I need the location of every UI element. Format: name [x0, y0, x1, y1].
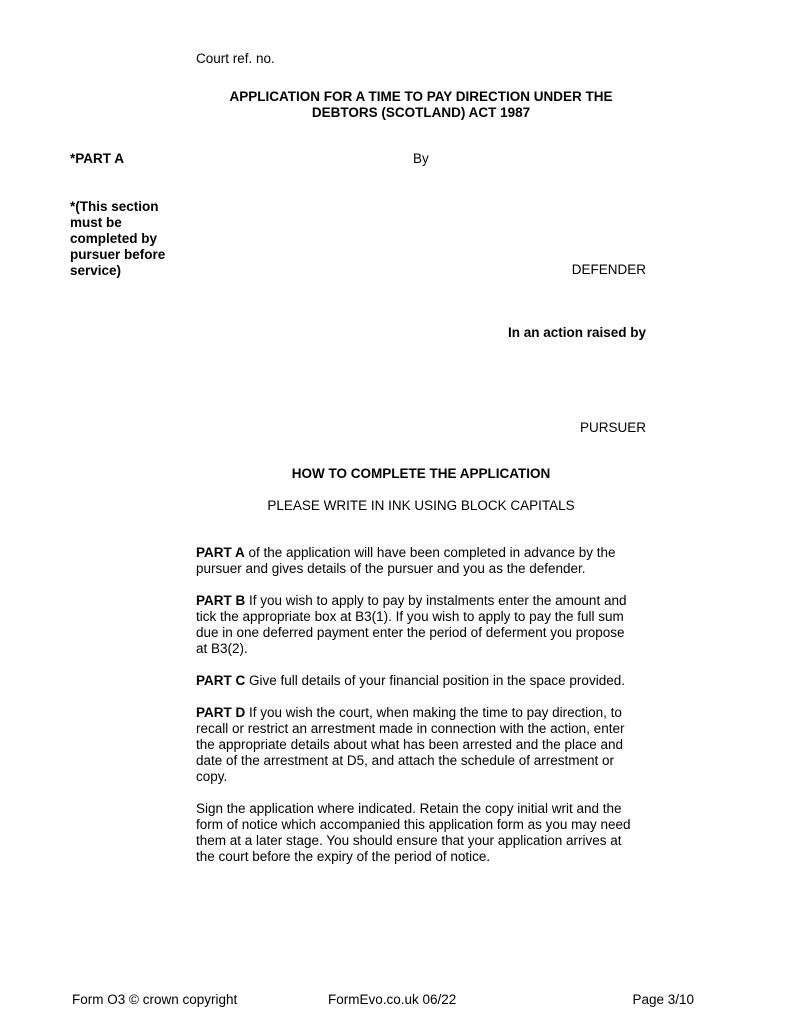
- block-capitals-instruction: PLEASE WRITE IN INK USING BLOCK CAPITALS: [267, 498, 575, 513]
- instructions-list: [196, 545, 644, 881]
- how-to-heading: HOW TO COMPLETE THE APPLICATION: [291, 466, 551, 481]
- instruction-text: pursuer and gives details of the pursuer and you as the defender.: [196, 561, 586, 576]
- footer-page-number: Page 3/10: [632, 992, 694, 1007]
- instruction-paragraph: [196, 801, 644, 865]
- instruction-text: at B3(2).: [196, 641, 248, 656]
- part-a-label: *PART A: [70, 151, 124, 166]
- instruction-text: form of notice which accompanied this application form as you may need: [196, 817, 631, 832]
- instruction-paragraph: [196, 673, 644, 689]
- instruction-text: If you wish the court, when making the time to pay direction, to: [245, 705, 622, 720]
- instruction-text: them at a later stage. You should ensure that your application arrives at: [196, 833, 622, 848]
- footer-source: FormEvo.co.uk 06/22: [328, 992, 457, 1007]
- instruction-part-label: PART D: [196, 705, 246, 720]
- instruction-line: [196, 625, 644, 641]
- instruction-part-label: PART A: [196, 545, 245, 560]
- form-title-line: DEBTORS (SCOTLAND) ACT 1987: [311, 105, 531, 120]
- instruction-text: date of the arrestment at D5, and attach the schedule of arrestment or: [196, 753, 614, 768]
- instruction-line: [196, 641, 644, 657]
- instruction-paragraph: [196, 593, 644, 657]
- instruction-part-label: PART B: [196, 593, 246, 608]
- instruction-text: tick the appropriate box at B3(1). If you wish to apply to pay the full sum: [196, 609, 624, 624]
- court-ref-label: Court ref. no.: [196, 51, 275, 66]
- instruction-line: [196, 753, 644, 769]
- part-a-note-line: must be: [70, 215, 122, 230]
- action-raised-label: In an action raised by: [507, 325, 646, 340]
- instruction-text: the court before the expiry of the period of notice.: [196, 849, 491, 864]
- instruction-part-label: PART C: [196, 673, 246, 688]
- instruction-line: [196, 705, 644, 721]
- instruction-line: [196, 769, 644, 785]
- part-a-note-line: pursuer before: [70, 247, 166, 262]
- part-a-note: [70, 199, 190, 279]
- footer-copyright: Form O3 © crown copyright: [72, 992, 238, 1007]
- instruction-line: [196, 737, 644, 753]
- instruction-line: [196, 833, 644, 849]
- part-a-note-line: completed by: [70, 231, 158, 246]
- instruction-text: of the application will have been completed in advance by the: [244, 545, 616, 560]
- instruction-line: [196, 801, 644, 817]
- instruction-line: [196, 849, 644, 865]
- instruction-line: [196, 545, 644, 561]
- instruction-paragraph: [196, 705, 644, 785]
- instruction-text: Sign the application where indicated. Retain the copy initial writ and the: [196, 801, 622, 816]
- instruction-line: [196, 721, 644, 737]
- instruction-line: [196, 593, 644, 609]
- instruction-paragraph: [196, 545, 644, 577]
- instruction-text: Give full details of your financial position in the space provided.: [245, 673, 625, 688]
- instruction-text: due in one deferred payment enter the period of deferment you propose: [196, 625, 625, 640]
- instruction-text: copy.: [196, 769, 228, 784]
- instruction-line: [196, 561, 644, 577]
- part-a-note-line: *(This section: [70, 199, 159, 214]
- instruction-text: recall or restrict an arrestment made in connection with the action, enter: [196, 721, 625, 736]
- part-a-note-line: service): [70, 263, 122, 278]
- instruction-text: If you wish to apply to pay by instalments enter the amount and: [245, 593, 627, 608]
- form-title: [196, 89, 646, 121]
- instruction-line: [196, 609, 644, 625]
- instruction-line: [196, 817, 644, 833]
- by-label: By: [413, 151, 429, 166]
- defender-label: DEFENDER: [571, 262, 646, 277]
- instruction-line: [196, 673, 644, 689]
- instruction-text: the appropriate details about what has been arrested and the place and: [196, 737, 624, 752]
- pursuer-label: PURSUER: [579, 420, 646, 435]
- form-title-line: APPLICATION FOR A TIME TO PAY DIRECTION UNDER THE: [229, 89, 613, 104]
